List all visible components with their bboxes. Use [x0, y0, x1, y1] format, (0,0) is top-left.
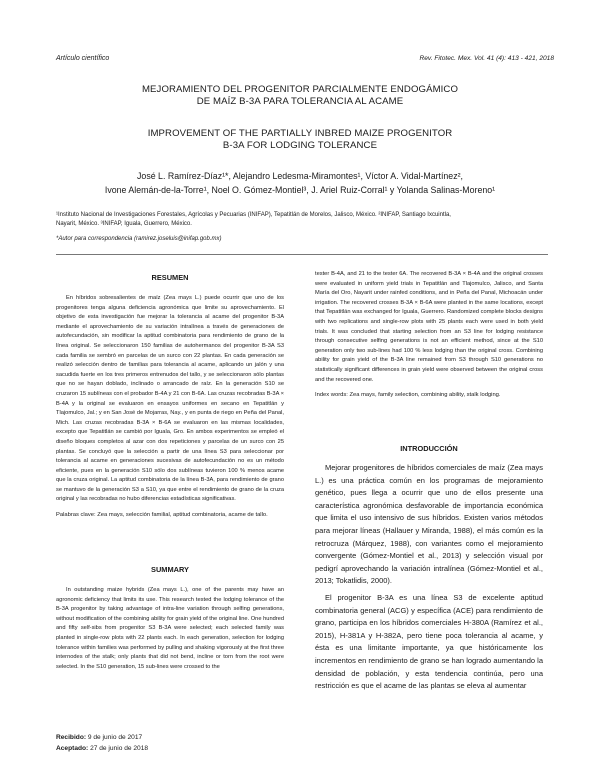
- resumen-body: [56, 294, 284, 521]
- spanish-title-line-2: DE MAÍZ B-3A PARA TOLERANCIA AL ACAME: [196, 96, 404, 107]
- received-value: 9 de junio de 2017: [87, 734, 143, 741]
- received-date: [56, 732, 148, 743]
- affiliation-line-2: Nayarit, México. ³INIFAP, Iguala, Guerrero, México.: [56, 221, 192, 227]
- accepted-label: Aceptado:: [56, 745, 89, 752]
- accepted-date: [56, 743, 148, 754]
- resumen-keywords: [56, 511, 284, 521]
- summary-heading: SUMMARY: [151, 565, 189, 574]
- english-title-line-2: B-3A FOR LODGING TOLERANCE: [222, 140, 378, 151]
- article-type: Artículo científico: [56, 55, 110, 62]
- english-title: [90, 128, 510, 152]
- author-line-1: José L. Ramírez-Díaz¹*, Alejandro Ledesma-Miramontes¹, Víctor A. Vidal-Martínez²,: [137, 171, 463, 181]
- header-divider: [56, 254, 548, 255]
- summary-body: [56, 586, 284, 672]
- affiliations: [56, 211, 548, 229]
- summary-continued-text: tester B-4A, and 21 to the tester 6A. The recovered B-3A × B-4A and the original crosses were evaluated in uniform yield trials in Tepatitlán and Tlajomulco, Jalisco, and Santa María del Oro, Nayarit under rainfed conditions, and in Peña del Panal, Michoacán under irrigation. The recovered crosses B-3A × B-6A were planted in the same locations, except that Tepatitlán was exchanged for Iguala, Guerrero. Randomized complete blocks designs with two replications and single-row plots with 25 plants each were used in both yield trials. It was concluded that starting selection from an S3 line for lodging resistance through consecutive selfing generations is not an efficient method, since at the S10 generation only two sub-lines had 100 % less lodging than the original cross. Combining ability for grain yield of the B-3A line remained from S3 through S10 generations no statistically significant differences in grain yield were observed between the original cross and the recovered one.: [315, 271, 543, 383]
- author-list: [60, 169, 540, 197]
- journal-reference: Rev. Fitotec. Mex. Vol. 41 (4): 413 - 421, 2018: [419, 55, 554, 62]
- accepted-value: 27 de junio de 2018: [90, 745, 149, 752]
- affiliation-line-1: ¹Instituto Nacional de Investigaciones Forestales, Agrícolas y Pecuarias (INIFAP), Tepatitlán de Morelos, Jalisco, México. ²INIFAP, Santiago Ixcuintla,: [56, 212, 451, 218]
- received-label: Recibido:: [56, 734, 87, 741]
- author-line-2: Ivone Alemán-de-la-Torre¹, Noel O. Gómez-Montiel³, J. Ariel Ruiz-Corral¹ y Yolanda Salinas-Moreno¹: [104, 185, 496, 195]
- introduction-paragraph-1: Mejorar progenitores de híbridos comerciales de maíz (Zea mays L.) es una práctica común en los programas de mejoramiento genético, pues llega a ocurrir que uno de ellos presente una característica agronómica desfavorable de importancia económica que limita el uso intensivo de sus híbridos. Existen varios métodos para mejorar líneas (Hallauer y Miranda, 1988), el más común es la retrocruza (Márquez, 1988), con variantes como el mejoramiento convergente (Gómez-Montiel et al., 2013) y selección visual por pedigrí aprovechando la variación intralínea (Gómez-Montiel et al., 2013; Tokatlidis, 2000).: [315, 463, 543, 586]
- keywords-label: Palabras clave:: [56, 512, 96, 519]
- summary-continued: [315, 270, 543, 401]
- article-dates: [56, 732, 148, 754]
- spanish-title: [90, 84, 510, 108]
- resumen-text: En híbridos sobresalientes de maíz (Zea mays L.) puede ocurrir que uno de los progenitores tenga alguna deficiencia agronómica que limite su aprovechamiento. El objetivo de esta investigación fue mejorar la tolerancia al acame del progenitor B-3A mediante el aprovechamiento de su variación intralínea a través de generaciones de autofecundación, sin modificar la aptitud combinatoria para rendimiento de grano de la línea original. Se seleccionaron 150 familias de autohermanos del progenitor B-3A S3 cada familia se sembró en parcelas de un surco con 22 plantas. En cada generación se realizó selección dentro de familias para tolerancia al acame, aplicando un jalón y una sacudida fuerte en los tres primeros entrenudos del tallo, y se seleccionaron sólo plantas que no se hayan doblado, inclinado o arrancado de raíz. En la generación S10 se cruzaron 15 sublíneas con el probador B-4A y 21 con B-6A. Las cruzas recobradas B-3A × B-4A y la original se evaluaron en ensayos uniformes en secano en Tepatitlán y Tlajomulco, Jal.; y en San José de Mojarras, Nay., y en punta de riego en Peña del Panal, Mich. Las cruzas recobradas B-3A × B-6A se evaluaron en las mismas localidades, excepto que Tepatitlán se cambió por Iguala, Gro. En ambos experimentos se empleó el diseño bloques completos al azar con dos repeticiones y parcelas de un surco con 25 plantas. Se concluyó que la selección a partir de una línea S3 para seleccionar por tolerancia al acame en generaciones sucesivas de autofecundación no es un método eficiente, pues en la generación S10 sólo dos sublíneas tuvieron 100 % menos acame que la cruza original. La aptitud combinatoria de la línea B-3A, para rendimiento de grano se mantuvo de la generación S3 a S10, ya que entre el rendimiento de grano de la cruza original y las recobradas no hubo diferencias estadísticas significativas.: [56, 295, 284, 503]
- spanish-title-line-1: MEJORAMIENTO DEL PROGENITOR PARCIALMENTE ENDOGÁMICO: [141, 84, 459, 95]
- resumen-heading: RESUMEN: [151, 273, 189, 282]
- keywords-text: Zea mays, selección familial, aptitud combinatoria, acame de tallo.: [97, 512, 268, 519]
- index-words-label: Index words:: [315, 392, 348, 399]
- index-words: [315, 391, 543, 401]
- summary-text: In outstanding maize hybrids (Zea mays L.), one of the parents may have an agronomic deficiency that limits its use. This research tested the lodging tolerance of the B-3A progenitor by taking advantage of intra-line variation through selfing generations, without modification of the combining ability for grain yield of the original line. One hundred and fifty self-sibs from progenitor S3 B-3A were selected; each selected family was planted in single-row plots with 22 plants each. In each generation, selection for lodging tolerance within families was performed by pulling and shaking vigorously at the first three internodes of the stalk; only plants that did not bend, incline or torn from the root were selected. In the S10 generation, 15 sub-lines were crossed to the: [56, 587, 284, 670]
- introduction-body: [315, 462, 543, 697]
- index-words-text: Zea mays, family selection, combining ability, stalk lodging.: [349, 392, 501, 399]
- english-title-line-1: IMPROVEMENT OF THE PARTIALLY INBRED MAIZE PROGENITOR: [147, 128, 453, 139]
- introduction-paragraph-2: El progenitor B-3A es una línea S3 de excelente aptitud combinatoria general (ACG) y específica (ACE) para rendimiento de grano, participa en los híbridos comerciales H-380A (Ramírez et al., 2015), H-381A y H-382A, pero tiene poca tolerancia al acame, y ésta es una limitante importante, ya que históricamente los incrementos en rendimiento de grano se han logrado aumentando la densidad de población, y esta tendencia continúa, pero una restricción es que el acame de las plantas se eleva al aumentar: [315, 592, 543, 691]
- corresponding-author: *Autor para correspondencia (ramirez.joseluis@inifap.gob.mx): [56, 236, 222, 242]
- introduction-heading: INTRODUCCIÓN: [400, 444, 458, 453]
